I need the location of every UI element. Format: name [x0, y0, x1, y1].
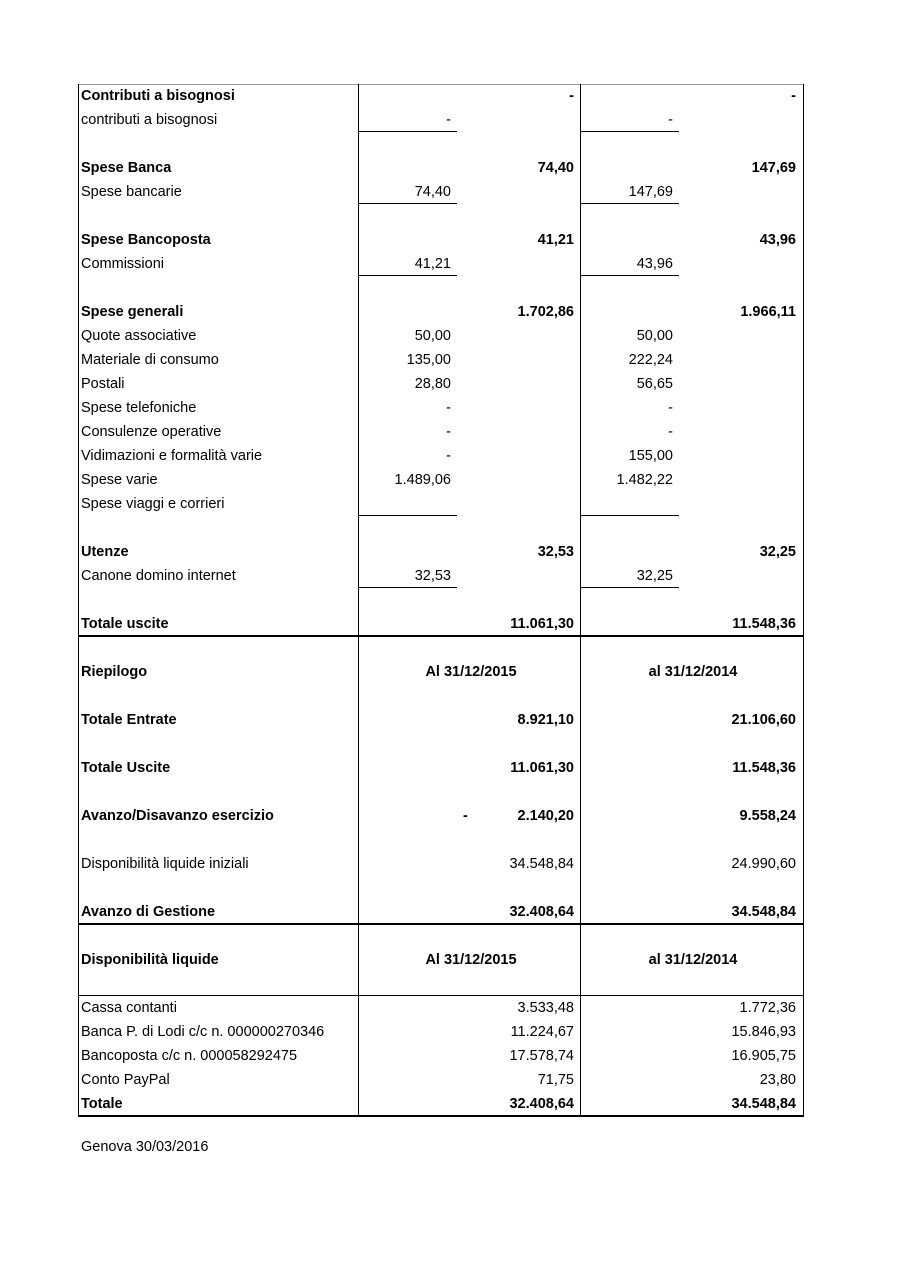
item-row [78, 492, 804, 516]
column-header-2014: al 31/12/2014 [648, 664, 738, 680]
section-title: Spese Banca [81, 160, 172, 176]
riepilogo-header-row [78, 660, 804, 684]
value-2015: 11.061,30 [510, 616, 574, 632]
section-title: Spese Bancoposta [81, 232, 211, 248]
item-label: Consulenze operative [81, 424, 222, 440]
value-2014: 34.548,84 [731, 904, 796, 920]
row-label: Totale Entrate [81, 712, 177, 728]
subtotal-underline [581, 131, 679, 132]
value-2015: 11.061,30 [510, 760, 574, 776]
subtotal-underline [581, 587, 679, 588]
disponibilita-iniziali-row [78, 852, 804, 876]
totale-uscite-summary-row [78, 756, 804, 780]
item-label: Vidimazioni e formalità varie [81, 448, 263, 464]
section-title: Utenze [81, 544, 129, 560]
table-top-border [78, 84, 804, 85]
subtotal-underline [359, 515, 457, 516]
account-label: Banca P. di Lodi c/c n. 000000270346 [81, 1024, 325, 1040]
subtotal-underline [581, 203, 679, 204]
total-2014: 43,96 [759, 232, 796, 248]
account-label: Bancoposta c/c n. 000058292475 [81, 1048, 298, 1064]
value-2014: 15.846,93 [731, 1024, 796, 1040]
column-divider-2 [580, 84, 581, 1116]
value-2015: 71,75 [537, 1072, 574, 1088]
item-value-2015: - [446, 448, 451, 464]
disponibilita-header-rule [78, 995, 804, 996]
item-value-2014: - [668, 112, 673, 128]
account-label: Cassa contanti [81, 1000, 177, 1016]
value-2014: 1.772,36 [739, 1000, 796, 1016]
total-2015: 41,21 [537, 232, 574, 248]
subtotal-underline [359, 587, 457, 588]
item-value-2015: 135,00 [406, 352, 451, 368]
value-2015: 3.533,48 [517, 1000, 574, 1016]
total-2015: 32,53 [537, 544, 574, 560]
item-value-2015: 1.489,06 [394, 472, 451, 488]
total-2014: 147,69 [751, 160, 796, 176]
total-2015: 1.702,86 [517, 304, 574, 320]
item-row [78, 396, 804, 420]
item-value-2014: 50,00 [636, 328, 673, 344]
item-label: Canone domino internet [81, 568, 236, 584]
item-label: Spese viaggi e corrieri [81, 496, 225, 512]
section-header-utenze [78, 540, 804, 564]
total-2014: 1.966,11 [740, 304, 796, 320]
value-2014: 24.990,60 [731, 856, 796, 872]
item-value-2015: 32,53 [414, 568, 451, 584]
item-value-2014: - [668, 424, 673, 440]
item-value-2015: 28,80 [414, 376, 451, 392]
subtotal-underline [581, 275, 679, 276]
value-2015: 17.578,74 [509, 1048, 574, 1064]
item-label: contributi a bisognosi [81, 112, 218, 128]
value-2014: 11.548,36 [732, 616, 796, 632]
account-row [78, 1020, 804, 1044]
subtotal-underline [359, 203, 457, 204]
table-bottom-rule [78, 1115, 804, 1117]
total-2014: - [791, 88, 796, 104]
item-label: Quote associative [81, 328, 197, 344]
account-row [78, 1044, 804, 1068]
item-label: Spese telefoniche [81, 400, 197, 416]
table-right-border [803, 84, 804, 1116]
totale-uscite-bottom-rule [78, 635, 804, 637]
total-2015: 74,40 [537, 160, 574, 176]
negative-sign: - [463, 808, 468, 824]
account-row [78, 996, 804, 1020]
column-divider-1 [358, 84, 359, 1116]
subtotal-underline [359, 275, 457, 276]
value-2014: 16.905,75 [731, 1048, 796, 1064]
riepilogo-bottom-rule [78, 923, 804, 925]
account-label: Conto PayPal [81, 1072, 170, 1088]
subtotal-underline [359, 131, 457, 132]
section-title: Contributi a bisognosi [81, 88, 235, 104]
item-value-2015: - [446, 400, 451, 416]
account-row [78, 1068, 804, 1092]
place-date: Genova 30/03/2016 [81, 1139, 209, 1155]
section-header-contributi [78, 84, 804, 108]
row-label: Avanzo/Disavanzo esercizio [81, 808, 274, 824]
table-left-border [78, 84, 79, 1116]
item-row [78, 348, 804, 372]
row-label: Avanzo di Gestione [81, 904, 216, 920]
item-value-2014: - [668, 400, 673, 416]
item-value-2015: - [446, 424, 451, 440]
value-2014: 34.548,84 [731, 1096, 796, 1112]
item-value-2015: - [446, 112, 451, 128]
column-header-2015: Al 31/12/2015 [425, 664, 517, 680]
item-value-2014: 56,65 [636, 376, 673, 392]
value-2014: 9.558,24 [739, 808, 796, 824]
riepilogo-title: Riepilogo [81, 664, 148, 680]
avanzo-gestione-row [78, 900, 804, 924]
item-row [78, 444, 804, 468]
item-row [78, 372, 804, 396]
row-label: Totale Uscite [81, 760, 171, 776]
value-2015: 32.408,64 [509, 904, 574, 920]
item-value-2014: 43,96 [636, 256, 673, 272]
section-header-spese-banca [78, 156, 804, 180]
row-label: Disponibilità liquide iniziali [81, 856, 249, 872]
total-2015: - [569, 88, 574, 104]
item-value-2014: 222,24 [628, 352, 673, 368]
totale-uscite-row [78, 612, 804, 636]
totale-entrate-row [78, 708, 804, 732]
value-2015: 32.408,64 [509, 1096, 574, 1112]
disponibilita-header-row [78, 948, 804, 972]
item-row [78, 564, 804, 588]
item-row [78, 468, 804, 492]
item-value-2014: 32,25 [636, 568, 673, 584]
item-label: Commissioni [81, 256, 164, 272]
row-label: Totale [81, 1096, 123, 1112]
item-row [78, 180, 804, 204]
disponibilita-title: Disponibilità liquide [81, 952, 219, 968]
item-label: Spese bancarie [81, 184, 182, 200]
row-label: Totale uscite [81, 616, 169, 632]
item-value-2015: 74,40 [414, 184, 451, 200]
column-header-2015: Al 31/12/2015 [425, 952, 517, 968]
section-title: Spese generali [81, 304, 184, 320]
item-label: Postali [81, 376, 125, 392]
section-header-spese-bancoposta [78, 228, 804, 252]
value-2015: 2.140,20 [517, 808, 574, 824]
item-row [78, 324, 804, 348]
item-row [78, 108, 804, 132]
value-2015: 8.921,10 [517, 712, 574, 728]
item-label: Materiale di consumo [81, 352, 219, 368]
value-2014: 11.548,36 [732, 760, 796, 776]
value-2015: 34.548,84 [509, 856, 574, 872]
value-2014: 21.106,60 [731, 712, 796, 728]
item-label: Spese varie [81, 472, 158, 488]
item-row [78, 252, 804, 276]
subtotal-underline [581, 515, 679, 516]
item-value-2014: 155,00 [628, 448, 673, 464]
avanzo-disavanzo-row [78, 804, 804, 828]
item-value-2014: 147,69 [628, 184, 673, 200]
item-value-2015: 41,21 [414, 256, 451, 272]
item-row [78, 420, 804, 444]
column-header-2014: al 31/12/2014 [648, 952, 738, 968]
section-header-spese-generali [78, 300, 804, 324]
value-2014: 23,80 [759, 1072, 796, 1088]
item-value-2014: 1.482,22 [616, 472, 673, 488]
item-value-2015: 50,00 [414, 328, 451, 344]
total-2014: 32,25 [759, 544, 796, 560]
value-2015: 11.224,67 [510, 1024, 574, 1040]
totale-disponibilita-row [78, 1092, 804, 1116]
